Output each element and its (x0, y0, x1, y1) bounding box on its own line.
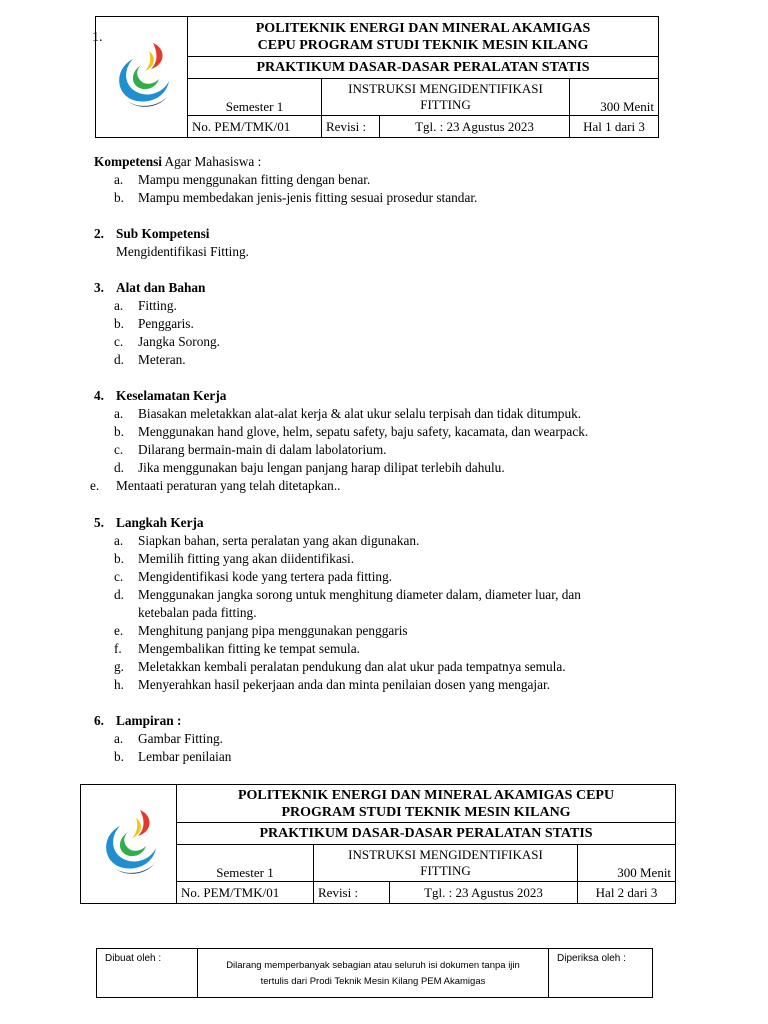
section-number: 5. (94, 515, 104, 530)
list-letter: c. (114, 569, 124, 584)
sub-kompetensi-section (94, 225, 694, 265)
section-title: Alat dan Bahan (116, 280, 206, 295)
section-number: 6. (94, 713, 104, 728)
stray-list-number: 1. (92, 30, 103, 45)
list-letter: e. (90, 478, 100, 493)
institution-logo (81, 785, 177, 904)
section-title: Sub Kompetensi (116, 226, 210, 241)
akamigas-logo-icon (107, 35, 177, 115)
list-item: Siapkan bahan, serta peralatan yang akan digunakan. (138, 533, 420, 548)
keselamatan-section (90, 387, 714, 497)
date: Tgl. : 23 Agustus 2023 (390, 882, 578, 904)
list-letter: a. (114, 172, 124, 187)
semester-label: Semester 1 (177, 845, 314, 882)
document-header-page2 (80, 784, 676, 904)
list-letter: c. (114, 442, 124, 457)
list-item: Menyerahkan hasil pekerjaan anda dan minta penilaian dosen yang mengajar. (138, 677, 551, 692)
duration: 300 Menit (578, 845, 676, 882)
list-letter: d. (114, 352, 124, 367)
langkah-section (94, 514, 714, 699)
kompetensi-title: Kompetensi (94, 154, 162, 169)
checked-by-cell (549, 949, 652, 997)
list-item: Mengidentifikasi kode yang tertera pada fitting. (138, 569, 393, 584)
section-number: 4. (94, 388, 104, 403)
copyright-notice: Dilarang memperbanyak sebagian atau seluruh isi dokumen tanpa ijin tertulis dari Prodi Teknik Mesin Kilang PEM Akamigas (198, 949, 549, 997)
list-item-continued: ketebalan pada fitting. (138, 605, 257, 620)
akamigas-logo-icon (94, 802, 164, 882)
list-item: Memilih fitting yang akan diidentifikasi. (138, 551, 355, 566)
list-item: Mampu membedakan jenis-jenis fitting sesuai prosedur standar. (138, 190, 478, 205)
section-title: Langkah Kerja (116, 515, 204, 530)
list-letter: b. (114, 424, 124, 439)
list-item: Jika menggunakan baju lengan panjang harap dilipat terlebih dahulu. (138, 460, 505, 475)
institution-name: POLITEKNIK ENERGI DAN MINERAL AKAMIGAS CEPU PROGRAM STUDI TEKNIK MESIN KILANG (188, 17, 659, 57)
list-letter: a. (114, 731, 124, 746)
list-item: Jangka Sorong. (138, 334, 220, 349)
list-letter: a. (114, 406, 124, 421)
list-item: Meletakkan kembali peralatan pendukung dan alat ukur pada tempatnya semula. (138, 659, 566, 674)
list-item: Mengembalikan fitting ke tempat semula. (138, 641, 360, 656)
semester-label: Semester 1 (188, 79, 322, 116)
list-letter: a. (114, 298, 124, 313)
list-letter: a. (114, 533, 124, 548)
made-by-label: Dibuat oleh : (105, 953, 162, 964)
course-title: PRAKTIKUM DASAR-DASAR PERALATAN STATIS (188, 57, 659, 79)
section-title: Keselamatan Kerja (116, 388, 227, 403)
list-item: Gambar Fitting. (138, 731, 223, 746)
institution-name: POLITEKNIK ENERGI DAN MINERAL AKAMIGAS CEPU PROGRAM STUDI TEKNIK MESIN KILANG (177, 785, 676, 823)
section-number: 3. (94, 280, 104, 295)
revision: Revisi : (322, 116, 380, 138)
section-body: Mengidentifikasi Fitting. (116, 244, 249, 259)
revision: Revisi : (314, 882, 390, 904)
alat-bahan-section (94, 279, 694, 374)
list-letter: f. (114, 641, 122, 656)
list-item: Fitting. (138, 298, 177, 313)
kompetensi-intro: Agar Mahasiswa : (161, 154, 262, 169)
list-item: Mentaati peraturan yang telah ditetapkan.. (116, 478, 341, 493)
instruction-title: INSTRUKSI MENGIDENTIFIKASI FITTING (314, 845, 578, 882)
list-letter: e. (114, 623, 124, 638)
made-by-cell (97, 949, 198, 997)
doc-number: No. PEM/TMK/01 (188, 116, 322, 138)
list-letter: g. (114, 659, 124, 674)
list-item: Menggunakan jangka sorong untuk menghitung diameter dalam, diameter luar, dan (138, 587, 581, 602)
list-item: Dilarang bermain-main di dalam labolatorium. (138, 442, 387, 457)
institution-logo (96, 17, 188, 138)
list-item: Meteran. (138, 352, 186, 367)
course-title: PRAKTIKUM DASAR-DASAR PERALATAN STATIS (177, 823, 676, 845)
list-item: Mampu menggunakan fitting dengan benar. (138, 172, 371, 187)
list-item: Penggaris. (138, 316, 194, 331)
doc-number: No. PEM/TMK/01 (177, 882, 314, 904)
list-letter: c. (114, 334, 124, 349)
page-number: Hal 2 dari 3 (578, 882, 676, 904)
checked-by-label: Diperiksa oleh : (557, 953, 626, 964)
section-number: 2. (94, 226, 104, 241)
date: Tgl. : 23 Agustus 2023 (380, 116, 570, 138)
list-letter: d. (114, 587, 124, 602)
list-letter: b. (114, 316, 124, 331)
list-item: Lembar penilaian (138, 749, 232, 764)
page-number: Hal 1 dari 3 (570, 116, 659, 138)
lampiran-section (94, 712, 694, 770)
document-footer (96, 948, 653, 998)
list-letter: b. (114, 190, 124, 205)
kompetensi-section (94, 153, 694, 213)
duration: 300 Menit (570, 79, 659, 116)
list-item: Biasakan meletakkan alat-alat kerja & alat ukur selalu terpisah dan tidak ditumpuk. (138, 406, 582, 421)
list-item: Menghitung panjang pipa menggunakan penggaris (138, 623, 408, 638)
document-header-page1 (95, 16, 659, 138)
list-item: Menggunakan hand glove, helm, sepatu safety, baju safety, kacamata, dan wearpack. (138, 424, 589, 439)
list-letter: b. (114, 749, 124, 764)
section-title: Lampiran : (116, 713, 182, 728)
list-letter: d. (114, 460, 124, 475)
instruction-title: INSTRUKSI MENGIDENTIFIKASI FITTING (322, 79, 570, 116)
list-letter: b. (114, 551, 124, 566)
list-letter: h. (114, 677, 124, 692)
